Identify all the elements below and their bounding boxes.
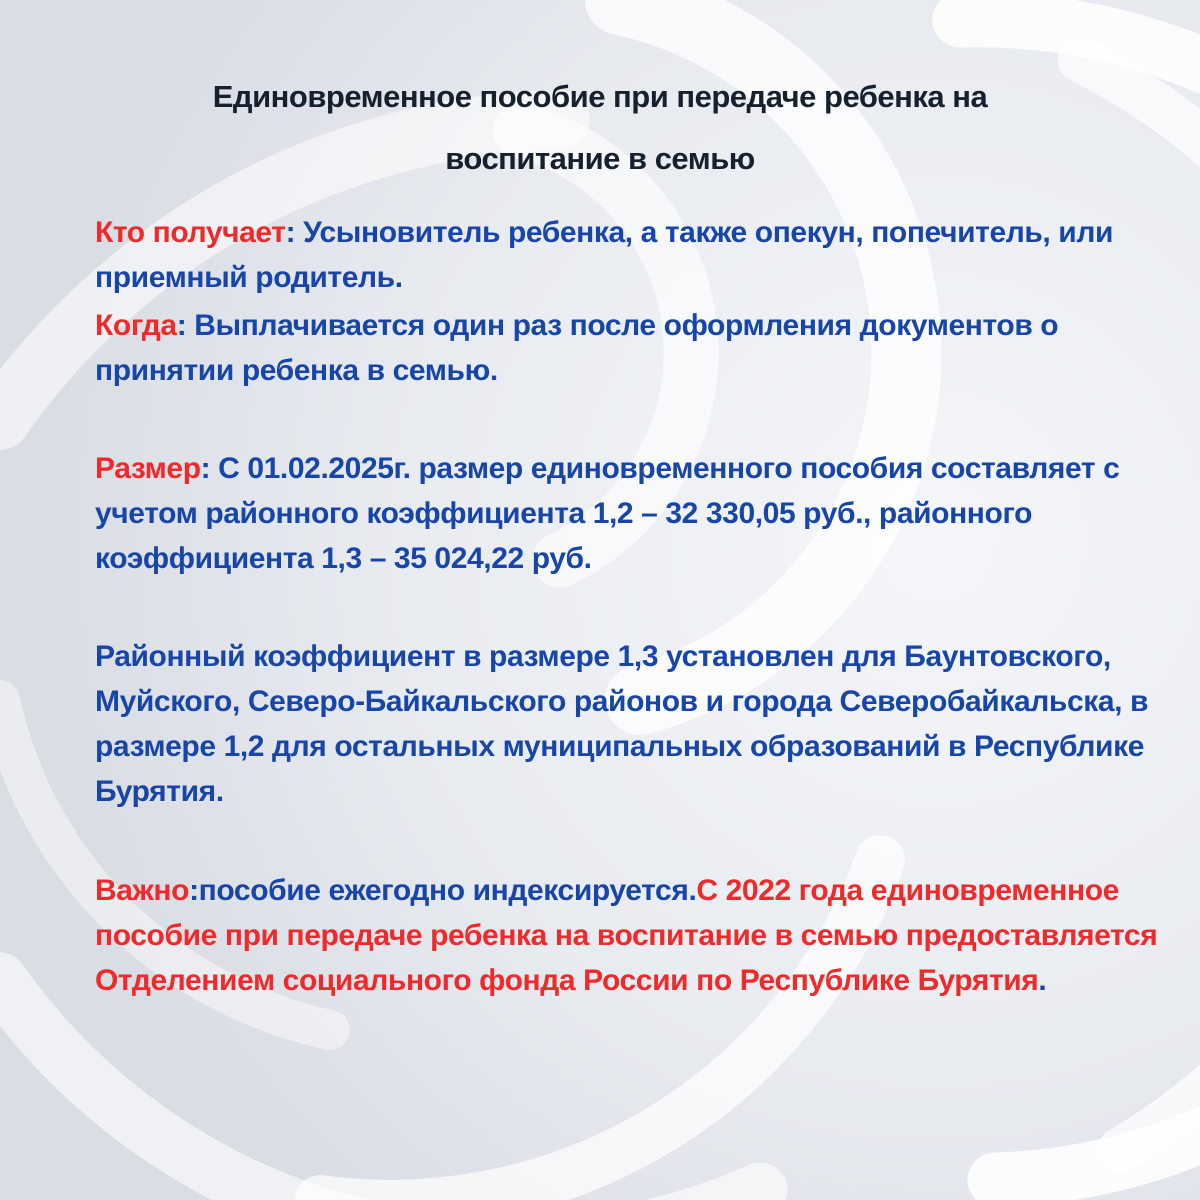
important-red-text: С 2022 года единовременное пособие при передаче ребенка на воспитание в семью предоставляется Отделением социального фонда России по Республике Бурятия xyxy=(95,874,1158,997)
timing-text: : Выплачивается один раз после оформления документов о принятии ребенка в семью. xyxy=(95,309,1059,387)
title-line-2: воспитание в семью xyxy=(445,141,755,176)
timing-paragraph xyxy=(95,303,1165,393)
timing-label: Когда xyxy=(95,309,177,342)
amount-paragraph xyxy=(95,446,1165,581)
recipient-label: Кто получает xyxy=(95,216,286,249)
recipient-text: : Усыновитель ребенка, а также опекун, попечитель, или приемный родитель. xyxy=(95,216,1114,294)
title-line-1: Единовременное пособие при передаче ребенка на xyxy=(212,79,988,114)
page-title xyxy=(150,66,1050,190)
coefficient-text: Районный коэффициент в размере 1,3 установлен для Баунтовского, Муйского, Северо-Байкальского районов и города Северобайкальска, в размере 1,2 для остальных муниципальных образований в Республике Бурятия. xyxy=(95,640,1149,808)
important-paragraph xyxy=(95,868,1165,1003)
amount-text: : С 01.02.2025г. размер единовременного пособия составляет с учетом районного коэффициента 1,2 – 32 330,05 руб., районного коэффициента 1,3 – 35 024,22 руб. xyxy=(95,452,1120,575)
important-text: :пособие ежегодно индексируется. xyxy=(189,874,697,907)
amount-label: Размер xyxy=(95,452,201,485)
recipient-paragraph xyxy=(95,210,1165,300)
important-period: . xyxy=(1038,964,1047,997)
coefficient-paragraph xyxy=(95,634,1165,814)
important-label: Важно xyxy=(95,874,190,907)
